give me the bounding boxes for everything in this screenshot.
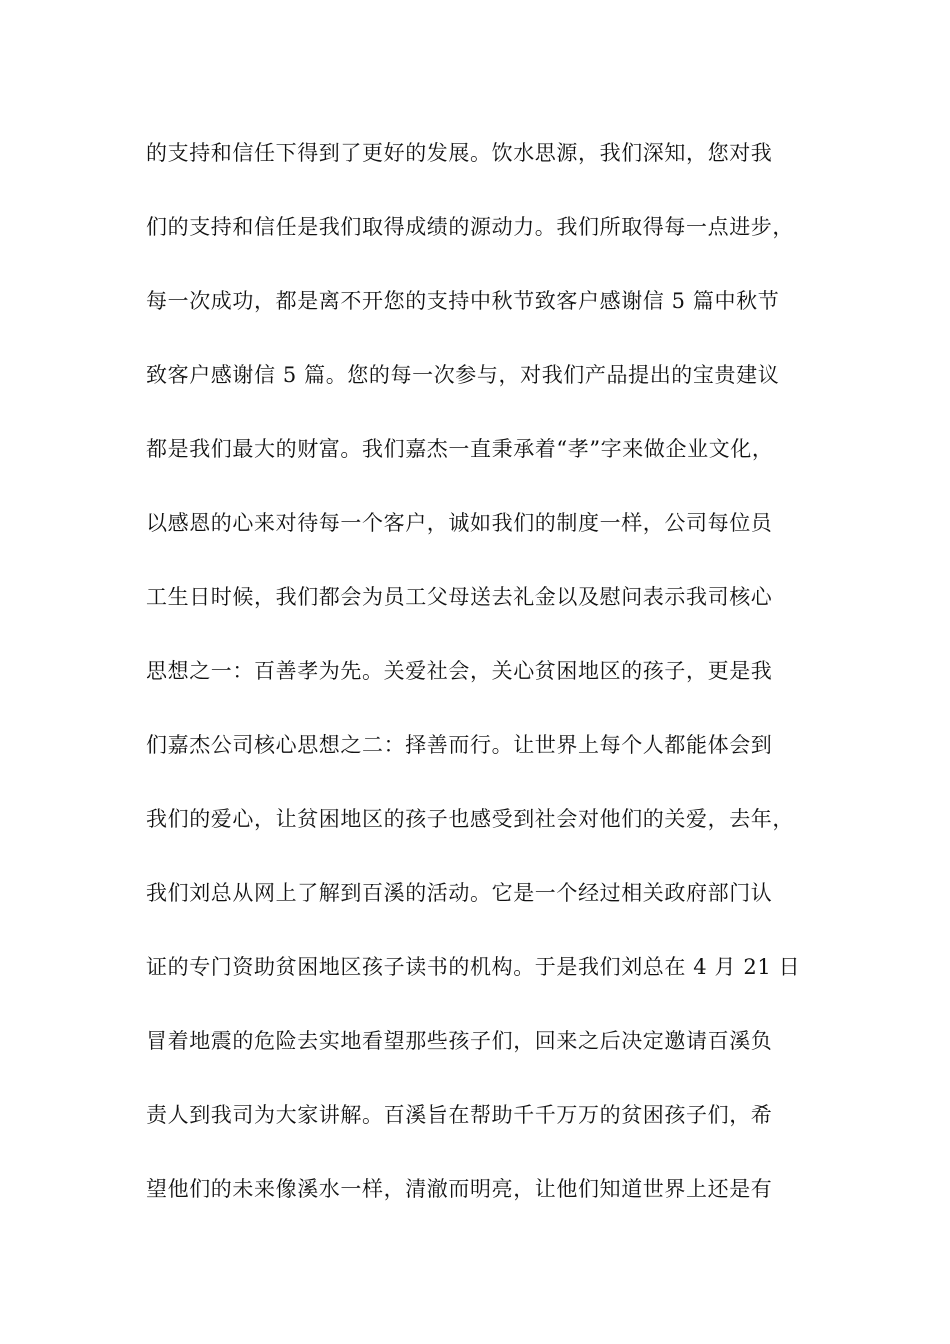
- text-line: 我们刘总从网上了解到百溪的活动。它是一个经过相关政府部门认: [146, 881, 773, 905]
- body-text: [146, 130, 826, 1240]
- text-line: 责人到我司为大家讲解。百溪旨在帮助千千万万的贫困孩子们，希: [146, 1103, 773, 1127]
- text-line: 们的支持和信任是我们取得成绩的源动力。我们所取得每一点进步，: [146, 215, 794, 239]
- text-line: 望他们的未来像溪水一样，清澈而明亮，让他们知道世界上还是有: [146, 1177, 773, 1201]
- text-line: 冒着地震的危险去实地看望那些孩子们，回来之后决定邀请百溪负: [146, 1029, 773, 1053]
- text-line: 都是我们最大的财富。我们嘉杰一直秉承着“孝”字来做企业文化，: [146, 437, 774, 461]
- text-line: 每一次成功，都是离不开您的支持中秋节致客户感谢信 5 篇中秋节: [146, 289, 780, 313]
- text-line: 思想之一：百善孝为先。关爱社会，关心贫困地区的孩子，更是我: [146, 659, 773, 683]
- text-line: 以感恩的心来对待每一个客户，诚如我们的制度一样，公司每位员: [146, 511, 773, 535]
- text-line: 的支持和信任下得到了更好的发展。饮水思源，我们深知，您对我: [146, 141, 773, 165]
- text-line: 们嘉杰公司核心思想之二：择善而行。让世界上每个人都能体会到: [146, 733, 773, 757]
- text-line: 我们的爱心，让贫困地区的孩子也感受到社会对他们的关爱，去年，: [146, 807, 794, 831]
- text-line: 致客户感谢信 5 篇。您的每一次参与，对我们产品提出的宝贵建议: [146, 363, 780, 387]
- text-line: 证的专门资助贫困地区孩子读书的机构。于是我们刘总在 4 月 21 日: [146, 955, 801, 979]
- text-line: 工生日时候，我们都会为员工父母送去礼金以及慰问表示我司核心: [146, 585, 773, 609]
